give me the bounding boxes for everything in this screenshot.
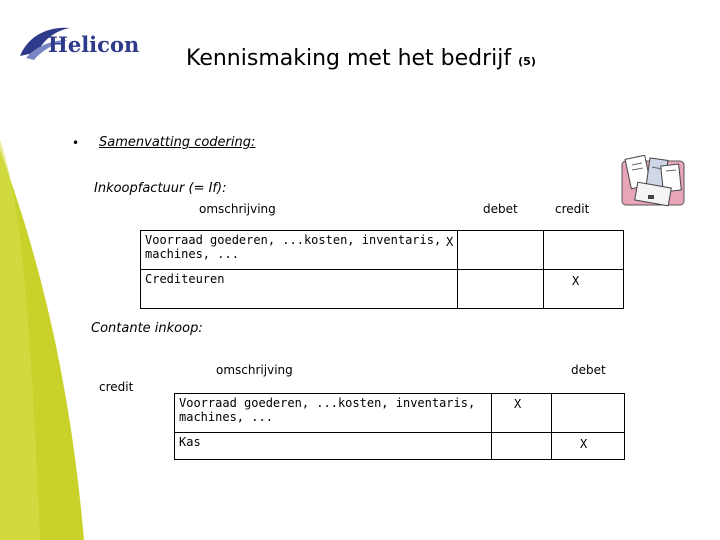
row-credit xyxy=(552,394,625,433)
debet-mark: X xyxy=(446,235,454,249)
row-credit xyxy=(552,433,625,460)
debet-mark: X xyxy=(514,397,522,411)
row-debet xyxy=(492,394,552,433)
inkoop-col-omschrijving: omschrijving xyxy=(199,202,276,216)
inkoopfactuur-table xyxy=(140,230,624,309)
row-debet xyxy=(446,231,544,270)
row-omschrijving: Crediteuren xyxy=(141,270,458,309)
bullet: • xyxy=(72,136,80,150)
row-debet xyxy=(492,433,552,460)
logo-text: Helicon xyxy=(48,32,140,57)
table-row xyxy=(141,270,624,309)
section-heading: Samenvatting codering: xyxy=(99,135,256,150)
credit-mark: X xyxy=(580,437,588,451)
credit-mark: X xyxy=(572,274,580,288)
row-credit xyxy=(544,270,624,309)
table-row xyxy=(175,433,625,460)
green-swoosh-decoration xyxy=(0,0,110,540)
table-row xyxy=(141,231,624,270)
row-omschrijving: Voorraad goederen, ...kosten, inventaris, machines, ... xyxy=(175,394,492,433)
row-omschrijving: Voorraad goederen, ...kosten, inventaris, machines, ... xyxy=(141,231,458,270)
row-omschrijving: Kas xyxy=(175,433,492,460)
row-credit xyxy=(544,231,624,270)
title-text: Kennismaking met het bedrijf xyxy=(186,46,512,71)
contant-col-omschrijving: omschrijving xyxy=(216,363,293,377)
inkoop-col-credit: credit xyxy=(555,202,590,216)
contant-col-debet: debet xyxy=(571,363,606,377)
contante-inkoop-table xyxy=(174,393,625,460)
inkoopfactuur-label: Inkoopfactuur (= If): xyxy=(94,181,227,196)
contant-col-credit: credit xyxy=(99,380,134,394)
slide-title xyxy=(186,46,536,71)
table-row xyxy=(175,394,625,433)
office-papers-icon xyxy=(618,155,688,213)
inkoop-col-debet: debet xyxy=(483,202,518,216)
row-debet xyxy=(458,270,544,309)
title-number: (5) xyxy=(518,55,536,68)
contante-inkoop-label: Contante inkoop: xyxy=(91,321,203,336)
